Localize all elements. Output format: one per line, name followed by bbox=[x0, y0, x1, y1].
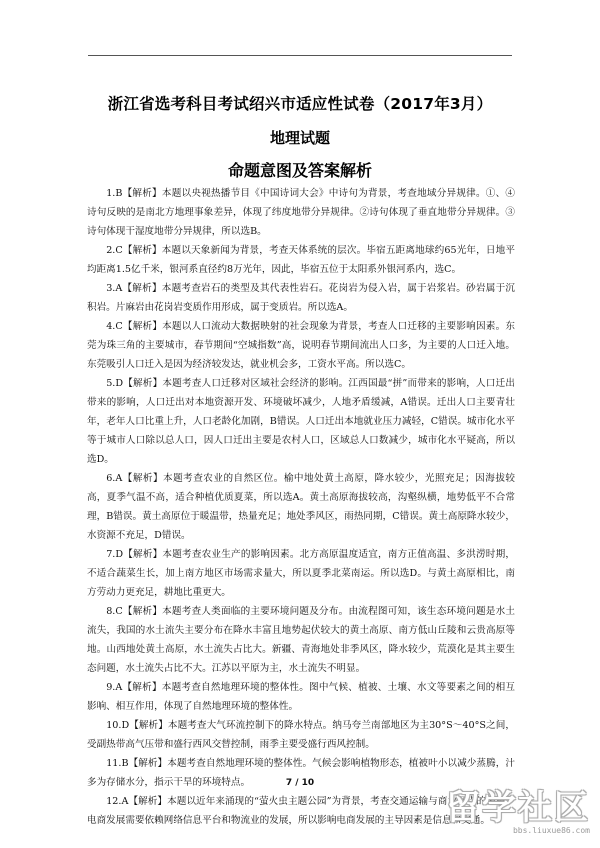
answer-item-4: 4.C【解析】本题以人口流动大数据映射的社会现象为背景，考查人口迁移的主要影响因素。东莞为珠三角的主要城市，春节期间“空城指数”高，说明春节期间流出人口多，为主要的人口迁入地。东莞吸引人口迁入是因为经济较发达，就业机会多，工资水平高。所以选C。 bbox=[87, 321, 515, 370]
site-watermark bbox=[440, 790, 590, 842]
watermark-logo: 留学社区 bbox=[446, 788, 590, 828]
section-title: 命题意图及答案解析 bbox=[227, 161, 372, 180]
answer-item-8: 8.C【解析】本题考查人类面临的主要环境问题及分布。由流程图可知，该生态环境问题是水土流失，我国的水土流失主要分布在降水丰富且地势起伏较大的黄土高原、南方低山丘陵和云贵高原等地。山西地处黄土高原，水土流失占比大。新疆、青海地处非季风区，降水较少，荒漠化是其主要生态问题，水土流失占比不大。江苏以平原为主，水土流失不明显。 bbox=[87, 606, 515, 674]
answer-item-9: 9.A【解析】本题考查自然地理环境的整体性。图中气候、植被、土壤、水文等要素之间的相互影响、相互作用，体现了自然地理环境的整体性。 bbox=[87, 682, 515, 712]
answer-item-5: 5.D【解析】本题考查人口迁移对区域社会经济的影响。江西国最“拼”而带来的影响，人口迁出带来的影响，人口迁出对本地资源开发、环境破坏减少，人地矛盾缓减，A错误。迁出人口主要青壮年，老年人口比重上升，人口老龄化加剧，B错误。人口迁出本地就业压力减轻，C错误。城市化水平等于城市人口除以总人口，因人口迁出主要是农村人口，区域总人口数减少，城市化水平疑高，所以选D。 bbox=[87, 378, 515, 465]
answer-item-10: 10.D【解析】本题考查大气环流控制下的降水特点。纳马夸兰南部地区为主30°S～40°S之间，受副热带高气压带和盛行西风交替控制，雨季主要受盛行西风控制。 bbox=[87, 720, 515, 750]
page-number: 7 / 10 bbox=[285, 778, 315, 788]
answer-item-7: 7.D【解析】本题考查农业生产的影响因素。北方高原温度适宜，南方正值高温、多洪涝时期，不适合蔬菜生长，加上南方地区市场需求量大，所以夏季北菜南运。所以选D。与黄土高原相比，南方劳动力更充足，耕地比重更大。 bbox=[87, 549, 515, 598]
subject-title: 地理试题 bbox=[269, 129, 330, 147]
watermark-url: bbs.liuxue86.com bbox=[512, 826, 590, 835]
exam-title: 浙江省选考科目考试绍兴市适应性试卷（2017年3月） bbox=[107, 95, 493, 113]
answer-item-6: 6.A【解析】本题考查农业的自然区位。榆中地处黄土高原，降水较少，光照充足；因海拔较高，夏季气温不高，适合种植优质夏菜，所以选A。黄土高原海拔较高，沟壑纵横，地势低平不合常理，B错误。黄土高原位于暖温带，热量充足；地处季风区，雨热同期，C错误。黄土高原降水较少，水资源不充足，D错误。 bbox=[87, 473, 515, 541]
answer-explanations bbox=[87, 184, 515, 830]
header-rule bbox=[88, 55, 512, 56]
answer-item-2: 2.C【解析】本题以天象新闻为背景，考查天体系统的层次。毕宿五距离地球约65光年，日地平均距离1.5亿千米，银河系直径约8万光年，因此，毕宿五位于太阳系外银河系内，选C。 bbox=[87, 245, 515, 275]
answer-item-3: 3.A【解析】本题考查岩石的类型及其代表性岩石。花岗岩为侵入岩，属于岩浆岩。砂岩属于沉积岩。片麻岩由花岗岩变质作用形成，属于变质岩。所以选A。 bbox=[87, 283, 515, 313]
answer-item-1: 1.B【解析】本题以央视热播节目《中国诗词大会》中诗句为背景，考查地域分异规律。①、④诗句反映的是南北方地理事象差异，体现了纬度地带分异规律。②诗句体现了垂直地带分异规律。③诗句体现干湿度地带分异规律，所以选B。 bbox=[87, 188, 515, 237]
answer-item-12: 12.A【解析】本题以近年来涌现的“萤火虫主题公园”为背景，考查交通运输与商业网点的关系。电商发展需要依赖网络信息平台和物流业的发展，所以影响电商发展的主导因素是信息和交通。 bbox=[87, 796, 515, 826]
answer-item-11: 11.B【解析】本题考查自然地理环境的整体性。气候会影响植物形态，植被叶小以减少蒸腾，汁多为存储水分，指示干旱的环境特点。 bbox=[87, 758, 515, 788]
